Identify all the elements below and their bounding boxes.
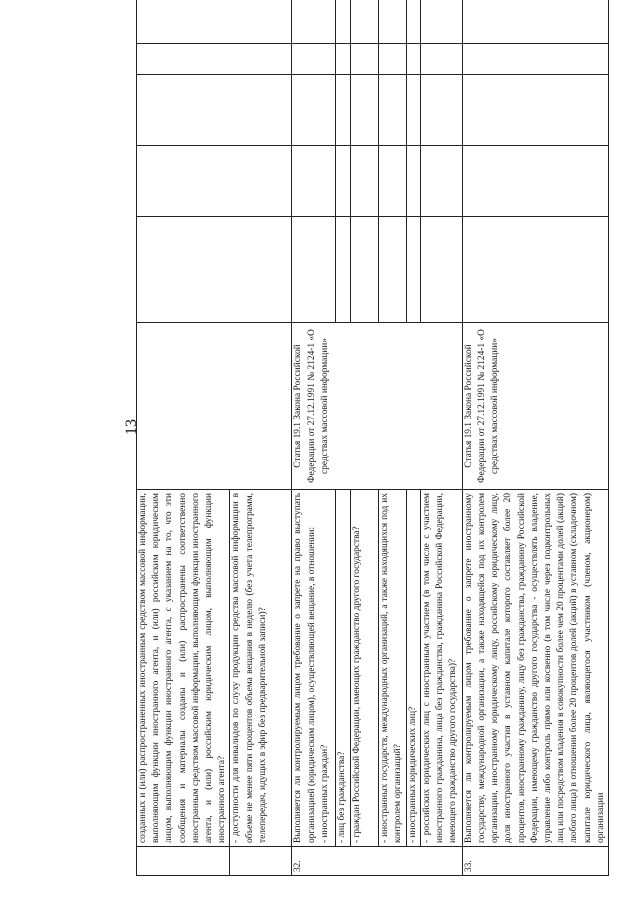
empty-cell bbox=[406, 75, 420, 146]
empty-cell bbox=[420, 75, 462, 146]
table-row bbox=[292, 0, 336, 876]
empty-cell bbox=[350, 75, 378, 146]
empty-cell bbox=[137, 217, 292, 323]
empty-cell bbox=[292, 75, 336, 146]
empty-cell bbox=[462, 75, 608, 146]
empty-cell bbox=[462, 217, 608, 323]
question-text bbox=[292, 490, 336, 847]
law-reference: Статья 19.1 Закона Российской Федерации от 27.12.1991 № 2124-1 «О средствах массовой информации» bbox=[292, 323, 462, 490]
empty-cell bbox=[350, 217, 378, 323]
empty-cell bbox=[336, 0, 350, 44]
question-text: Выполняется ли контролируемым лицом требование о запрете иностранному государству, международной организации, а также находящейся под их контролем организации, иностранному юридическому лицу, российскому юридическому лицу, доля иностранного участия в уставном капитале которого составляет более 20 процентов, иностранному гражданину, лицу без гражданства, гражданину Российской Федерации, имеющему гражданство другого государства - осуществлять владение, управление либо контроль прямо или косвенно (в том числе через подконтрольных лиц или посредством владения в совокупности более чем 20 процентами долей (акций) любого лица) в отношении более 20 процентов долей (акций) в уставном (складочном) капитале юридического лица, являющегося участником (членом, акционером) организации bbox=[462, 490, 608, 847]
empty-cell bbox=[420, 146, 462, 217]
empty-cell bbox=[137, 44, 292, 75]
empty-cell bbox=[336, 75, 350, 146]
question-text: созданных и (или) распространенных иностранным средством массовой информации, выполняющим функции иностранного агента, и (или) российским юридическим лицом, выполняющим функции иностранного агента, с указанием на то, что эти сообщения и материалы созданы и (или) распространены соответственно иностранным средством массовой информации, выполняющим функции иностранного агента, и (или) российским юридическим лицом, выполняющим функции иностранного агента? bbox=[137, 490, 230, 847]
empty-cell bbox=[406, 146, 420, 217]
empty-cell bbox=[350, 146, 378, 217]
empty-cell bbox=[336, 217, 350, 323]
empty-cell bbox=[378, 75, 406, 146]
empty-cell bbox=[137, 0, 292, 44]
question-text: - доступности для инвалидов по слуху продукции средства массовой информации в объеме не менее пяти процентов объема вещания в неделю (без учета телепрограмм, телепередач, идущих в эфир без предварительной записи)? bbox=[230, 490, 292, 847]
empty-cell bbox=[336, 44, 350, 75]
rotated-table-container bbox=[136, 34, 606, 876]
question-text: - иностранных государств, международных организаций, а также находящихся под их контролем организаций? bbox=[378, 490, 406, 847]
empty-cell bbox=[378, 44, 406, 75]
question-text: - иностранных юридических лиц? bbox=[406, 490, 420, 847]
empty-cell bbox=[350, 44, 378, 75]
empty-cell bbox=[292, 0, 336, 44]
empty-cell bbox=[292, 146, 336, 217]
checklist-table bbox=[136, 0, 609, 876]
empty-cell bbox=[378, 217, 406, 323]
empty-cell bbox=[406, 44, 420, 75]
empty-cell bbox=[406, 217, 420, 323]
question-text: - граждан Российской Федерации, имеющих гражданство другого государства? bbox=[350, 490, 378, 847]
empty-cell bbox=[336, 146, 350, 217]
table-row bbox=[462, 0, 608, 876]
empty-cell bbox=[420, 217, 462, 323]
empty-cell bbox=[137, 75, 292, 146]
row-number bbox=[230, 847, 292, 876]
empty-cell bbox=[462, 44, 608, 75]
empty-cell bbox=[292, 44, 336, 75]
empty-cell bbox=[378, 146, 406, 217]
empty-cell bbox=[378, 0, 406, 44]
row-number bbox=[137, 847, 230, 876]
question-text: - лиц без гражданства? bbox=[336, 490, 350, 847]
question-text-intro: Выполняется ли контролируемым лицом требование о запрете на право выступать организацией (юридическим лицом), осуществляющей вещание, в отношении: bbox=[293, 493, 317, 843]
table-row bbox=[137, 0, 230, 876]
row-number: 33. bbox=[462, 847, 608, 876]
empty-cell bbox=[137, 146, 292, 217]
page-number: 13 bbox=[123, 419, 140, 435]
empty-cell bbox=[350, 0, 378, 44]
law-reference: Статья 19.1 Закона Российской Федерации от 27.12.1991 № 2124-1 «О средствах массовой информации» bbox=[462, 323, 608, 490]
empty-cell bbox=[420, 0, 462, 44]
empty-cell bbox=[292, 217, 336, 323]
empty-cell bbox=[420, 44, 462, 75]
empty-cell bbox=[462, 146, 608, 217]
row-number: 32. bbox=[292, 847, 462, 876]
question-text-item: - иностранных граждан? bbox=[319, 744, 330, 843]
question-text: - российских юридических лиц с иностранным участием (в том числе с участием иностранного гражданина, лица без гражданства, гражданина Российской Федерации, имеющего гражданство другого государства)? bbox=[420, 490, 462, 847]
law-reference bbox=[137, 323, 292, 490]
empty-cell bbox=[462, 0, 608, 44]
empty-cell bbox=[406, 0, 420, 44]
